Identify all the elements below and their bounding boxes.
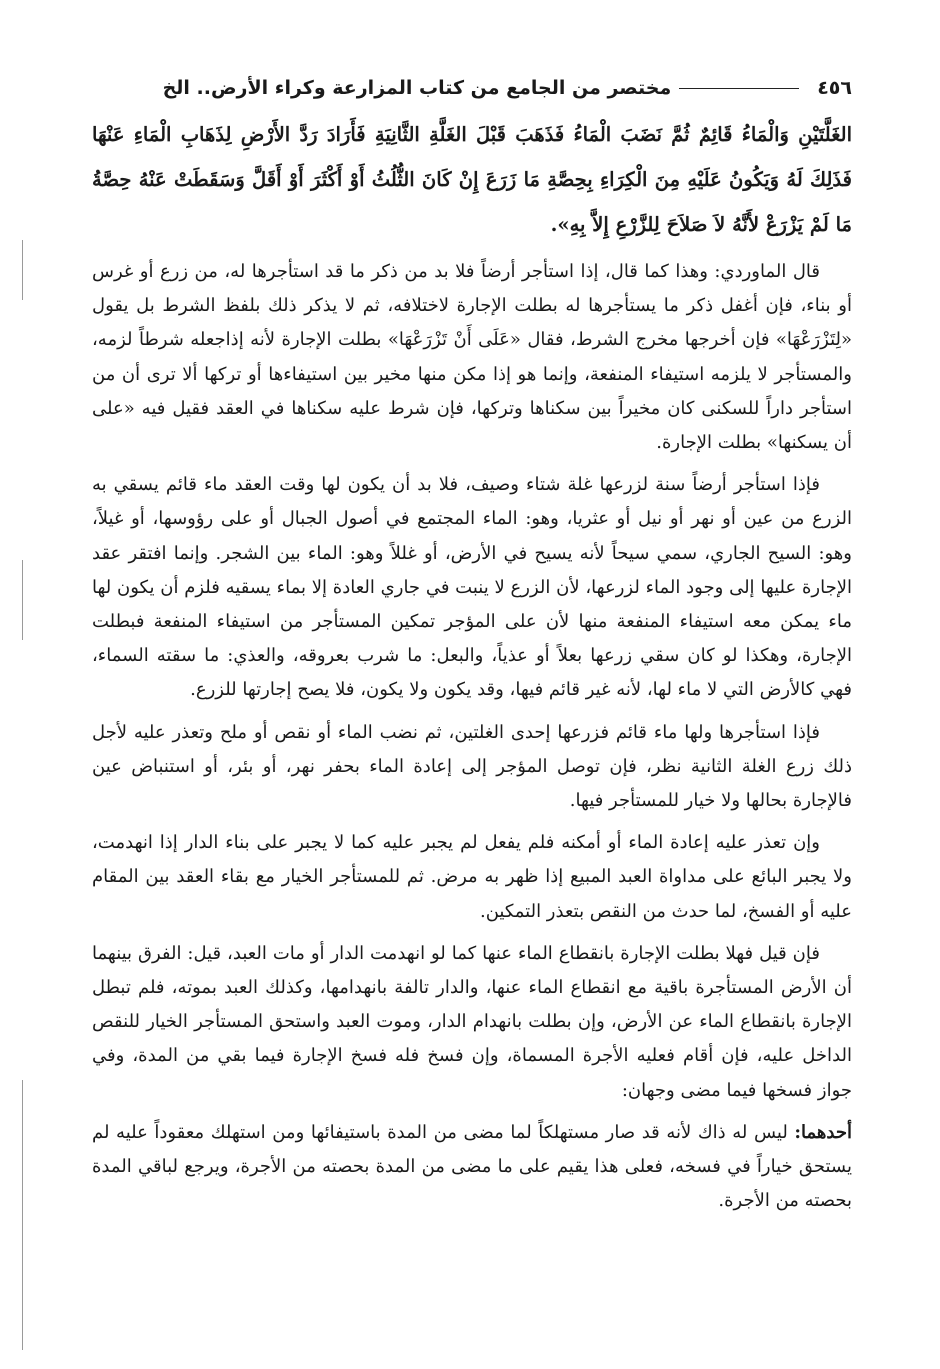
margin-line <box>22 560 23 640</box>
running-title: مختصر من الجامع من كتاب المزارعة وكراء الأرض.. الخ <box>162 77 672 99</box>
paragraph: وإن تعذر عليه إعادة الماء أو أمكنه فلم يفعل لم يجبر عليه كما لا يجبر على بناء الدار إذا انهدمت، ولا يجبر البائع على مداواة العبد المبيع إذا ظهر به مرض. ثم للمستأجر الخيار مع بقاء العقد بين المقام عليه أو الفسخ، لما حدث من النقص بتعذر التمكين. <box>92 832 852 922</box>
page-header <box>92 68 852 108</box>
header-rule <box>679 88 799 89</box>
paragraph: فإذا استأجرها ولها ماء قائم فزرعها إحدى الغلتين، ثم نضب الماء أو نقص أو ملح وتعذر عليه لأجل ذلك زرع الغلة الثانية نظر، فإن توصل المؤجر إلى إعادة الماء بحفر نهر، أو بئر، أو استنباض عين فالإجارة بحالها ولا خيار للمستأجر فيها. <box>92 721 852 812</box>
paragraph-lead: أحدهما: <box>794 1121 852 1143</box>
main-text <box>92 112 852 1226</box>
margin-line <box>22 1080 23 1350</box>
paragraph: فإذا استأجر أرضاً سنة لزرعها غلة شتاء وصيف، فلا بد أن يكون لها وقت العقد ماء قائم يسقي به الزرع من عين أو نهر أو نيل أو عثريا، وهو: الماء المجتمع في أصول الجبال أو على رؤوسها، أو غيلاً، وهو: السيح الجاري، سمي سيحاً لأنه يسيح في الأرض، أو غللاً وهو: الماء بين الشجر. وإنما افتقر عقد الإجارة عليها إلى وجود الماء لزرعها، لأن الزرع لا ينبت في جاري العادة إلا بماء يسقيه فلزم أن يكون لها ماء يمكن معه استيفاء المنفعة منها لأن على المؤجر تمكين المستأجر من استيفاء المنفعة فبطلت الإجارة، وهكذا لو كان سقي زرعها بعلاً أو عذياً، والبعل: ما شرب بعروقه، والعذي: ما سقته السماء، فهي كالأرض التي لا ماء لها، لأنه غير قائم فيها، وقد يكون ولا يكون، فلا يصح إجارتها للزرع. <box>92 474 852 701</box>
paragraph: فإن قيل فهلا بطلت الإجارة بانقطاع الماء عنها كما لو انهدمت الدار أو مات العبد، قيل: الفرق بينهما أن الأرض المستأجرة باقية مع انقطاع الماء عنها، والدار تالفة بانهدامها، وكذلك العبد بموته، فلم تبطل الإجارة بانقطاع الماء عن الأرض، وإن بطلت بانهدام الدار، وموت العبد واستحق المستأجر الخيار للنقص الداخل عليه، فإن أقام فعليه الأجرة المسماة، وإن فسخ فله فسخ الإجارة فيما بقي من المدة، وفي جواز فسخها فيما مضى وجهان: <box>92 942 852 1101</box>
page-number: ٤٥٦ <box>817 77 852 99</box>
paragraph-body: ليس له ذاك لأنه قد صار مستهلكاً لما مضى من المدة باستيفائها ومن استهلك معقوداً عليه لم يستحق خياراً في فسخه، فعلى هذا يقيم على ما مضى من المدة بحصته من الأجرة، ويرجع لباقي المدة بحصته من الأجرة. <box>92 1121 852 1212</box>
paragraph: قال الماوردي: وهذا كما قال، إذا استأجر أرضاً فلا بد من ذكر ما قد استأجرها له، من زرع أو غرس أو بناء، فإن أغفل ذكر ما يستأجرها له بطلت الإجارة لاختلافه، ثم لا يذكر ذلك بلفظ الشرط بل يقول «لِتَزْرَعْهَا» فإن أخرجها مخرج الشرط، فقال «عَلَى أَنْ تَزْرَعْهَا» بطلت الإجارة لأنه إذاجعله شرطاً لزمه، والمستأجر لا يلزمه استيفاء المنفعة، وإنما هو إذا مكن منها مخير بين استيفاءها أو تركها ألا ترى أن من استأجر داراً للسكنى كان مخيراً بين سكناها وتركها، فإن شرط عليه سكناها في العقد فقيل فيه «على أن يسكنها» بطلت الإجارة. <box>92 261 852 454</box>
margin-line <box>22 240 23 300</box>
paragraph <box>92 1116 852 1219</box>
matn-text: الغَلَّتَيْنِ وَالْمَاءُ قَائِمٌ ثُمَّ نَضَبَ الْمَاءُ فَذَهَبَ قَبْلَ الغَلَّةِ الثَّانِيَةِ فَأَرَادَ رَدَّ الأَرْضِ لِذَهَابِ الْمَاءِ عَنْهَا فَذَلِكَ لَهُ وَيَكُونُ عَلَيْهِ مِنَ الْكِرَاءِ بِحِصَّةِ مَا زَرَعَ إِنْ كَانَ الثُّلُثُ أَوْ أَكْثَرَ أَوْ أَقَلَّ وَسَقَطَتْ عَنْهُ حِصَّةُ مَا لَمْ يَزْرَعْ لأَنَّهُ لاَ صَلاَحَ لِلزَّرْعِ إِلاَّ بِهِ». <box>92 123 852 236</box>
